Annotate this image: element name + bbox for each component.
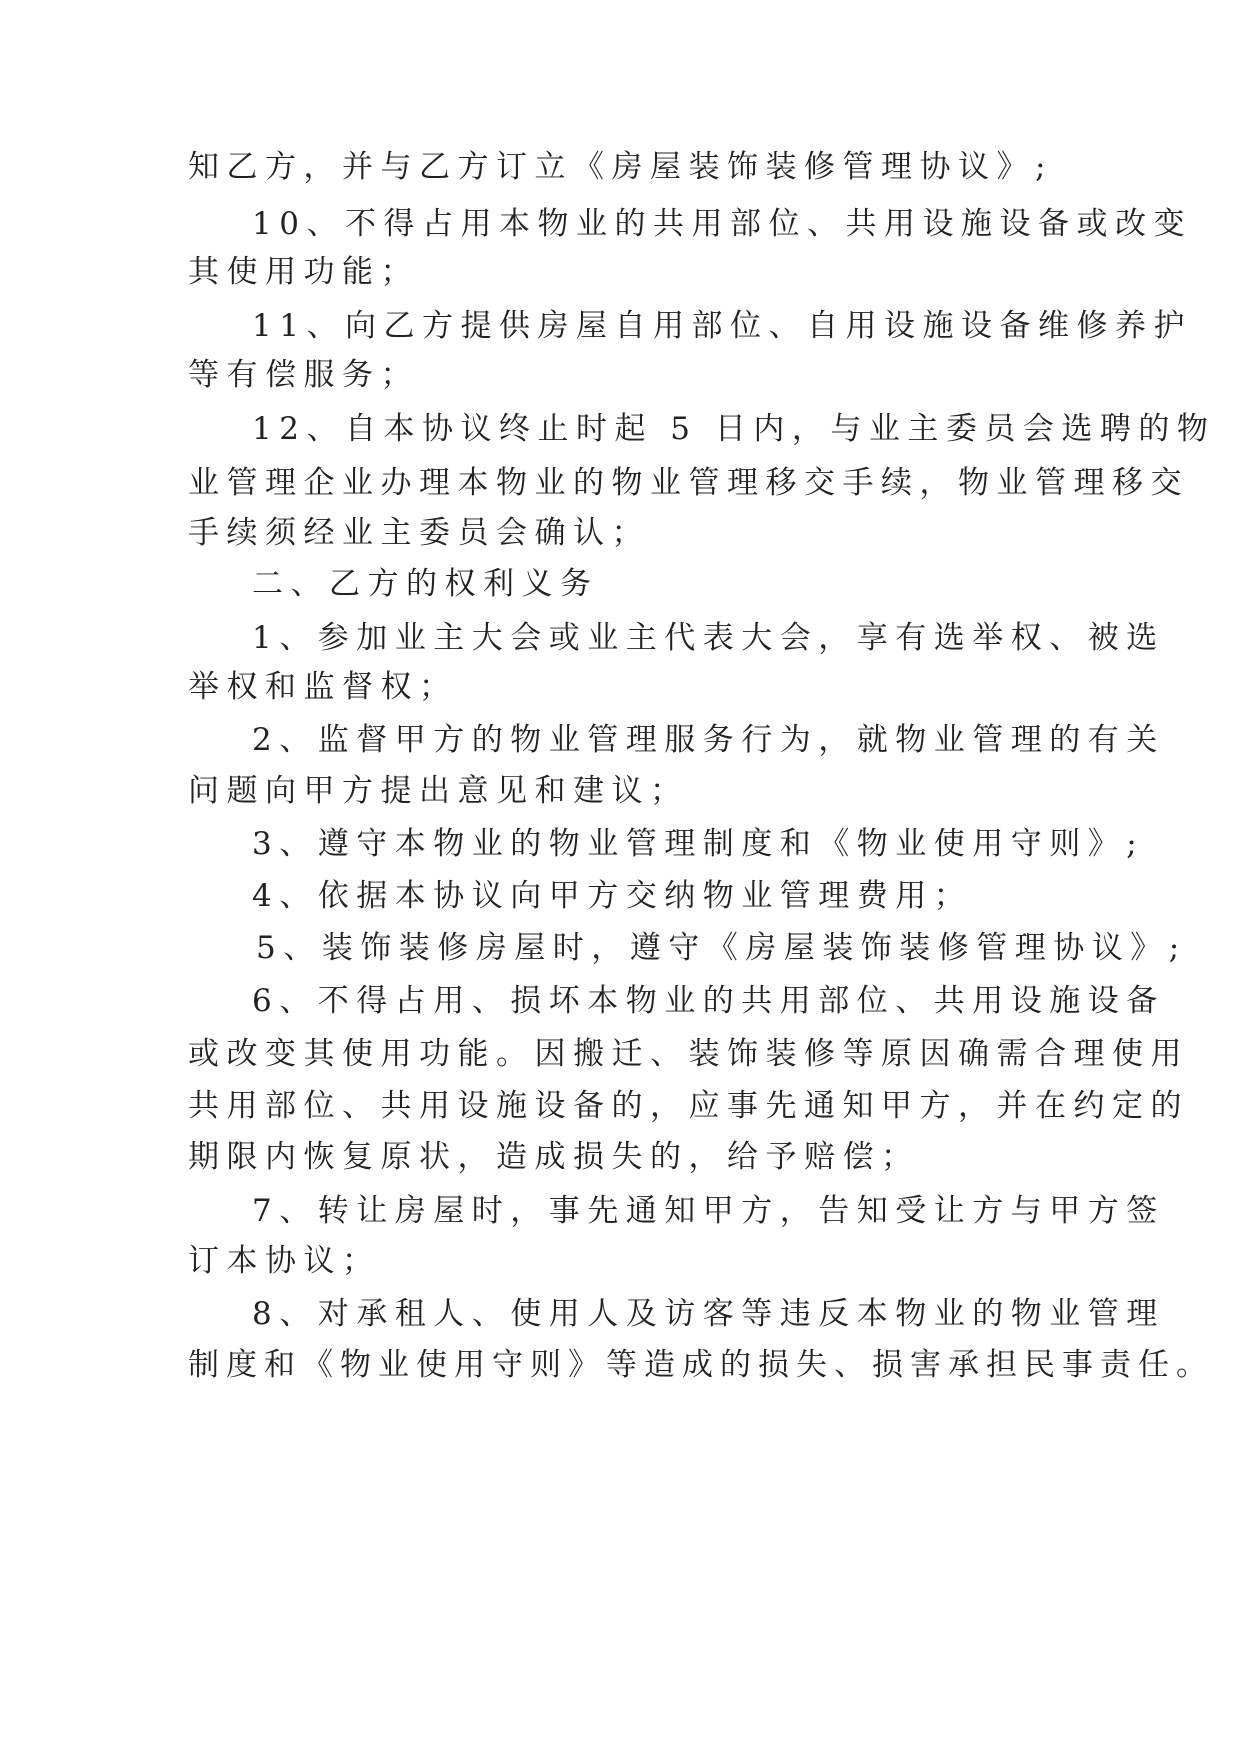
text-line-4: 11、向乙方提供房屋自用部位、自用设施设备维修养护 — [252, 308, 1192, 344]
text-line-18: 或改变其使用功能。因搬迁、装饰装修等原因确需合理使用 — [188, 1036, 1189, 1072]
text-line-8: 手续须经业主委员会确认； — [188, 515, 650, 551]
text-line-3: 其使用功能； — [188, 254, 419, 290]
text-line-14: 3、遵守本物业的物业管理制度和《物业使用守则》; — [252, 826, 1145, 862]
text-line-22: 订本协议； — [188, 1243, 381, 1279]
text-line-19: 共用部位、共用设施设备的，应事先通知甲方，并在约定的 — [188, 1088, 1189, 1124]
text-line-10: 1、参加业主大会或业主代表大会，享有选举权、被选 — [252, 620, 1165, 656]
text-line-15: 4、依据本协议向甲方交纳物业管理费用； — [252, 878, 973, 914]
text-line-21: 7、转让房屋时，事先通知甲方，告知受让方与甲方签 — [252, 1193, 1165, 1229]
text-line-5: 等有偿服务； — [188, 357, 419, 393]
text-line-23: 8、对承租人、使用人及访客等违反本物业的物业管理 — [252, 1296, 1165, 1332]
text-line-20: 期限内恢复原状，造成损失的，给予赔偿； — [188, 1139, 920, 1175]
text-line-17: 6、不得占用、损坏本物业的共用部位、共用设施设备 — [252, 983, 1165, 1019]
text-line-12: 2、监督甲方的物业管理服务行为，就物业管理的有关 — [252, 722, 1165, 758]
text-line-1: 知乙方，并与乙方订立《房屋装饰装修管理协议》; — [188, 149, 1053, 185]
text-line-2: 10、不得占用本物业的共用部位、共用设施设备或改变 — [252, 206, 1192, 242]
text-line-16: 5、装饰装修房屋时，遵守《房屋装饰装修管理协议》; — [256, 930, 1187, 966]
text-line-24: 制度和《物业使用守则》等造成的损失、损害承担民事责任。 — [188, 1347, 1214, 1383]
section-heading: 二、乙方的权利义务 — [252, 566, 599, 602]
text-line-13: 问题向甲方提出意见和建议； — [188, 773, 689, 809]
text-line-7: 业管理企业办理本物业的物业管理移交手续，物业管理移交 — [188, 465, 1189, 501]
text-line-6: 12、自本协议终止时起 5 日内，与业主委员会选聘的物 — [252, 411, 1216, 447]
text-line-11: 举权和监督权； — [188, 669, 458, 705]
